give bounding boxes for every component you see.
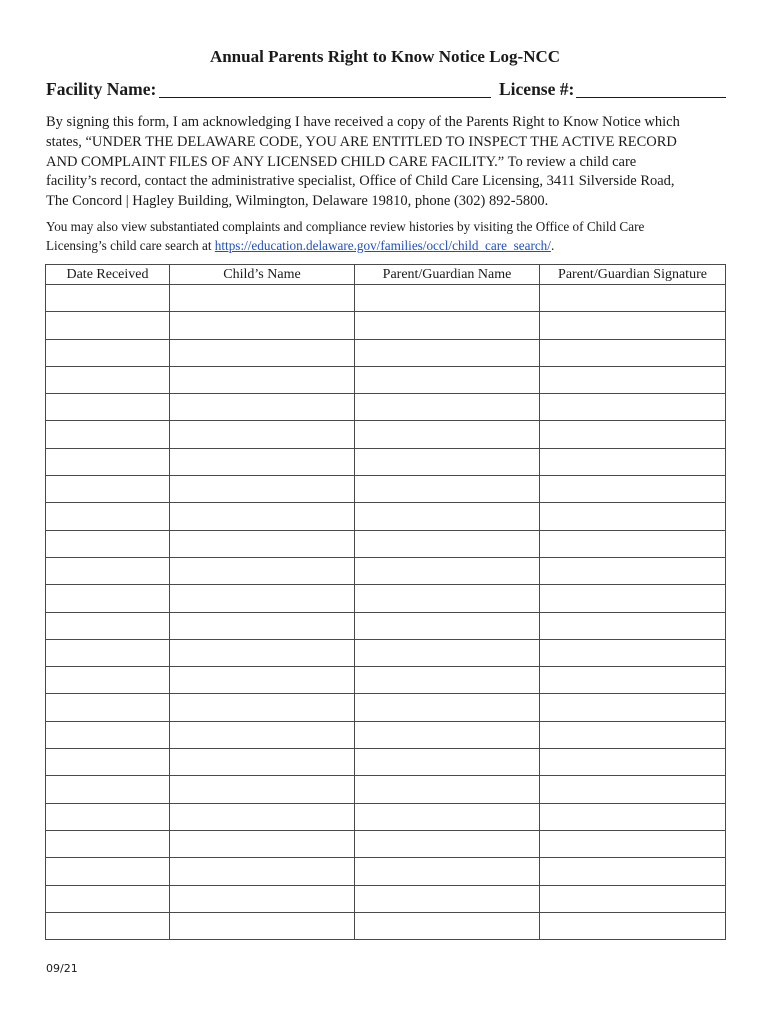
parent-guardian-signature-cell[interactable] — [540, 557, 726, 584]
parent-guardian-signature-cell[interactable] — [540, 394, 726, 421]
search-info-suffix: . — [550, 238, 555, 253]
search-info-line — [46, 236, 730, 255]
parent-guardian-name-cell[interactable] — [355, 585, 540, 612]
childs-name-cell[interactable] — [170, 503, 355, 530]
childs-name-cell[interactable] — [170, 776, 355, 803]
header-fields — [46, 79, 726, 103]
parent-guardian-name-cell[interactable] — [355, 667, 540, 694]
table-row — [46, 476, 726, 503]
table-row — [46, 530, 726, 557]
childs-name-cell[interactable] — [170, 694, 355, 721]
table-row — [46, 312, 726, 339]
parent-guardian-name-cell[interactable] — [355, 858, 540, 885]
parent-guardian-name-cell[interactable] — [355, 312, 540, 339]
date-received-cell[interactable] — [46, 639, 170, 666]
parent-guardian-signature-cell[interactable] — [540, 694, 726, 721]
table-row — [46, 639, 726, 666]
date-received-cell[interactable] — [46, 612, 170, 639]
date-received-cell[interactable] — [46, 721, 170, 748]
parent-guardian-signature-cell[interactable] — [540, 667, 726, 694]
parent-guardian-signature-cell[interactable] — [540, 285, 726, 312]
childs-name-cell[interactable] — [170, 749, 355, 776]
childs-name-cell[interactable] — [170, 394, 355, 421]
childs-name-cell[interactable] — [170, 339, 355, 366]
table-row — [46, 885, 726, 912]
column-header-childs-name: Child’s Name — [170, 265, 355, 285]
table-row — [46, 585, 726, 612]
parent-guardian-signature-cell[interactable] — [540, 421, 726, 448]
table-row — [46, 803, 726, 830]
license-line[interactable] — [576, 96, 726, 98]
acknowledgement-line: The Concord | Hagley Building, Wilmington, Delaware 19810, phone (302) 892-5800. — [46, 193, 549, 210]
date-received-cell[interactable] — [46, 503, 170, 530]
date-received-cell[interactable] — [46, 339, 170, 366]
parent-guardian-signature-cell[interactable] — [540, 639, 726, 666]
acknowledgement-line: facility’s record, contact the administrative specialist, Office of Child Care Licensing, 3411 Silverside Road, — [46, 173, 675, 190]
table-row — [46, 421, 726, 448]
search-info-prefix: Licensing’s child care search at — [46, 238, 215, 253]
parent-guardian-signature-cell[interactable] — [540, 803, 726, 830]
date-received-cell[interactable] — [46, 585, 170, 612]
date-received-cell[interactable] — [46, 366, 170, 393]
childs-name-cell[interactable] — [170, 421, 355, 448]
form-title: Annual Parents Right to Know Notice Log-NCC — [209, 47, 561, 66]
table-row — [46, 557, 726, 584]
table-row — [46, 285, 726, 312]
date-received-cell[interactable] — [46, 912, 170, 939]
parent-guardian-name-cell[interactable] — [355, 421, 540, 448]
table-row — [46, 830, 726, 857]
date-received-cell[interactable] — [46, 312, 170, 339]
parent-guardian-name-cell[interactable] — [355, 476, 540, 503]
parent-guardian-signature-cell[interactable] — [540, 858, 726, 885]
parent-guardian-name-cell[interactable] — [355, 366, 540, 393]
date-received-cell[interactable] — [46, 557, 170, 584]
table-row — [46, 503, 726, 530]
childs-name-cell[interactable] — [170, 557, 355, 584]
date-received-cell[interactable] — [46, 476, 170, 503]
table-row — [46, 694, 726, 721]
parent-guardian-name-cell[interactable] — [355, 694, 540, 721]
parent-guardian-name-cell[interactable] — [355, 530, 540, 557]
parent-guardian-name-cell[interactable] — [355, 721, 540, 748]
date-received-cell[interactable] — [46, 803, 170, 830]
parent-guardian-name-cell[interactable] — [355, 503, 540, 530]
notice-log-table — [45, 264, 726, 940]
parent-guardian-signature-cell[interactable] — [540, 830, 726, 857]
table-row — [46, 448, 726, 475]
childs-name-cell[interactable] — [170, 912, 355, 939]
parent-guardian-name-cell[interactable] — [355, 885, 540, 912]
childs-name-cell[interactable] — [170, 530, 355, 557]
parent-guardian-name-cell[interactable] — [355, 557, 540, 584]
table-row — [46, 612, 726, 639]
table-row — [46, 912, 726, 939]
parent-guardian-name-cell[interactable] — [355, 285, 540, 312]
column-header-parent-guardian-name: Parent/Guardian Name — [355, 265, 540, 285]
date-received-cell[interactable] — [46, 885, 170, 912]
childs-name-cell[interactable] — [170, 476, 355, 503]
date-received-cell[interactable] — [46, 830, 170, 857]
parent-guardian-signature-cell[interactable] — [540, 339, 726, 366]
parent-guardian-signature-cell[interactable] — [540, 448, 726, 475]
table-row — [46, 366, 726, 393]
table-row — [46, 667, 726, 694]
parent-guardian-name-cell[interactable] — [355, 776, 540, 803]
parent-guardian-signature-cell[interactable] — [540, 366, 726, 393]
acknowledgement-paragraph — [46, 113, 730, 212]
table-body — [46, 285, 726, 940]
parent-guardian-name-cell[interactable] — [355, 448, 540, 475]
parent-guardian-name-cell[interactable] — [355, 639, 540, 666]
childs-name-cell[interactable] — [170, 830, 355, 857]
childs-name-cell[interactable] — [170, 285, 355, 312]
date-received-cell[interactable] — [46, 858, 170, 885]
parent-guardian-name-cell[interactable] — [355, 612, 540, 639]
date-received-cell[interactable] — [46, 776, 170, 803]
childs-name-cell[interactable] — [170, 885, 355, 912]
date-received-cell[interactable] — [46, 285, 170, 312]
parent-guardian-signature-cell[interactable] — [540, 885, 726, 912]
parent-guardian-name-cell[interactable] — [355, 830, 540, 857]
parent-guardian-name-cell[interactable] — [355, 394, 540, 421]
acknowledgement-line: By signing this form, I am acknowledging I have received a copy of the Parents Right to Know Notice which — [46, 114, 680, 130]
search-info-paragraph — [46, 217, 730, 255]
childs-name-cell[interactable] — [170, 721, 355, 748]
parent-guardian-name-cell[interactable] — [355, 803, 540, 830]
facility-name-label: Facility Name: — [46, 79, 157, 99]
parent-guardian-name-cell[interactable] — [355, 912, 540, 939]
date-received-cell[interactable] — [46, 749, 170, 776]
parent-guardian-signature-cell[interactable] — [540, 612, 726, 639]
column-header-parent-guardian-signature: Parent/Guardian Signature — [540, 265, 726, 285]
childs-name-cell[interactable] — [170, 667, 355, 694]
child-care-search-link[interactable]: https://education.delaware.gov/families/occl/child_care_search/ — [214, 238, 551, 253]
parent-guardian-signature-cell[interactable] — [540, 530, 726, 557]
parent-guardian-signature-cell[interactable] — [540, 312, 726, 339]
table-row — [46, 749, 726, 776]
parent-guardian-signature-cell[interactable] — [540, 749, 726, 776]
parent-guardian-signature-cell[interactable] — [540, 776, 726, 803]
date-received-cell[interactable] — [46, 530, 170, 557]
table-row — [46, 394, 726, 421]
table-row — [46, 776, 726, 803]
childs-name-cell[interactable] — [170, 858, 355, 885]
license-label: License #: — [499, 79, 575, 99]
childs-name-cell[interactable] — [170, 639, 355, 666]
search-info-line: You may also view substantiated complaints and compliance review histories by visiting the Office of Child Care — [46, 219, 645, 234]
date-received-cell[interactable] — [46, 667, 170, 694]
parent-guardian-signature-cell[interactable] — [540, 585, 726, 612]
parent-guardian-signature-cell[interactable] — [540, 476, 726, 503]
childs-name-cell[interactable] — [170, 448, 355, 475]
table-row — [46, 721, 726, 748]
childs-name-cell[interactable] — [170, 312, 355, 339]
date-received-cell[interactable] — [46, 448, 170, 475]
date-received-cell[interactable] — [46, 421, 170, 448]
parent-guardian-signature-cell[interactable] — [540, 503, 726, 530]
facility-name-line[interactable] — [159, 96, 491, 98]
childs-name-cell[interactable] — [170, 585, 355, 612]
date-received-cell[interactable] — [46, 394, 170, 421]
column-header-date-received: Date Received — [46, 265, 170, 285]
table-row — [46, 858, 726, 885]
form-version: 09/21 — [46, 962, 78, 975]
childs-name-cell[interactable] — [170, 366, 355, 393]
table-row — [46, 339, 726, 366]
date-received-cell[interactable] — [46, 694, 170, 721]
table-header-row — [46, 265, 726, 285]
parent-guardian-signature-cell[interactable] — [540, 912, 726, 939]
parent-guardian-name-cell[interactable] — [355, 749, 540, 776]
parent-guardian-signature-cell[interactable] — [540, 721, 726, 748]
childs-name-cell[interactable] — [170, 803, 355, 830]
parent-guardian-name-cell[interactable] — [355, 339, 540, 366]
childs-name-cell[interactable] — [170, 612, 355, 639]
acknowledgement-line: states, “UNDER THE DELAWARE CODE, YOU ARE ENTITLED TO INSPECT THE ACTIVE RECORD — [46, 133, 677, 150]
acknowledgement-line: AND COMPLAINT FILES OF ANY LICENSED CHILD CARE FACILITY.” To review a child care — [46, 153, 637, 170]
